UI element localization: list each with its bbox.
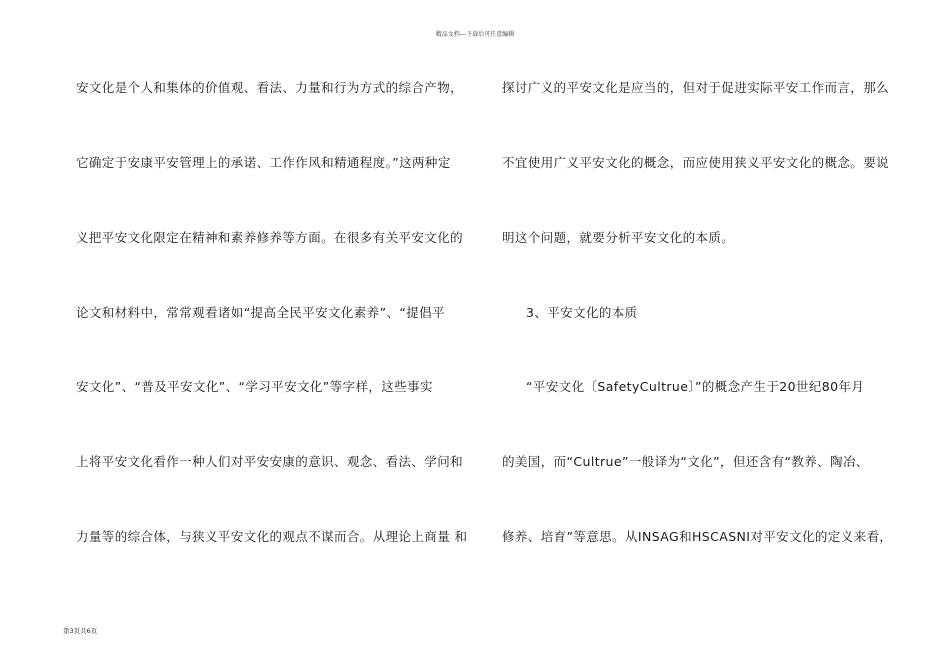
paragraph-line: 安文化”、“普及平安文化”、“学习平安文化”等字样，这些事实 <box>76 379 433 394</box>
page-header: 精品文档---下载后可任意编辑 <box>435 31 515 38</box>
paragraph-line: 探讨广义的平安文化是应当的，但对于促进实际平安工作而言，那么 <box>502 80 890 95</box>
paragraph-line: “平安文化〔SafetyCultrue〕”的概念产生于20世纪80年月 <box>526 379 865 394</box>
paragraph-line: 力量等的综合体，与狭义平安文化的观点不谋而合。从理论上商量 和 <box>76 529 468 544</box>
paragraph-line: 义把平安文化限定在精神和素养修养等方面。在很多有关平安文化的 <box>76 230 464 245</box>
paragraph-line: 安文化是个人和集体的价值观、看法、力量和行为方式的综合产物， <box>76 80 464 95</box>
page-number: 第3页共6页 <box>63 627 98 635</box>
paragraph-line: 论文和材料中，常常观看诸如“提高全民平安文化素养”、“提倡平 <box>76 305 445 320</box>
paragraph-line: 明这个问题，就要分析平安文化的本质。 <box>502 230 735 245</box>
paragraph-line: 上将平安文化看作一种人们对平安安康的意识、观念、看法、学问和 <box>76 454 464 469</box>
paragraph-line: 修养、培育”等意思。从INSAG和HSCASNI对平安文化的定义来看， <box>502 529 893 544</box>
paragraph-line: 它确定于安康平安管理上的承诺、工作作风和精通程度。”这两种定 <box>76 155 451 170</box>
section-heading: 3、平安文化的本质 <box>526 305 638 320</box>
paragraph-line: 不宜使用广义平安文化的概念，而应使用狭义平安文化的概念。要说 <box>502 155 890 170</box>
paragraph-line: 的美国，而“Cultrue”一般译为“文化”，但还含有“教养、陶冶、 <box>502 454 869 469</box>
